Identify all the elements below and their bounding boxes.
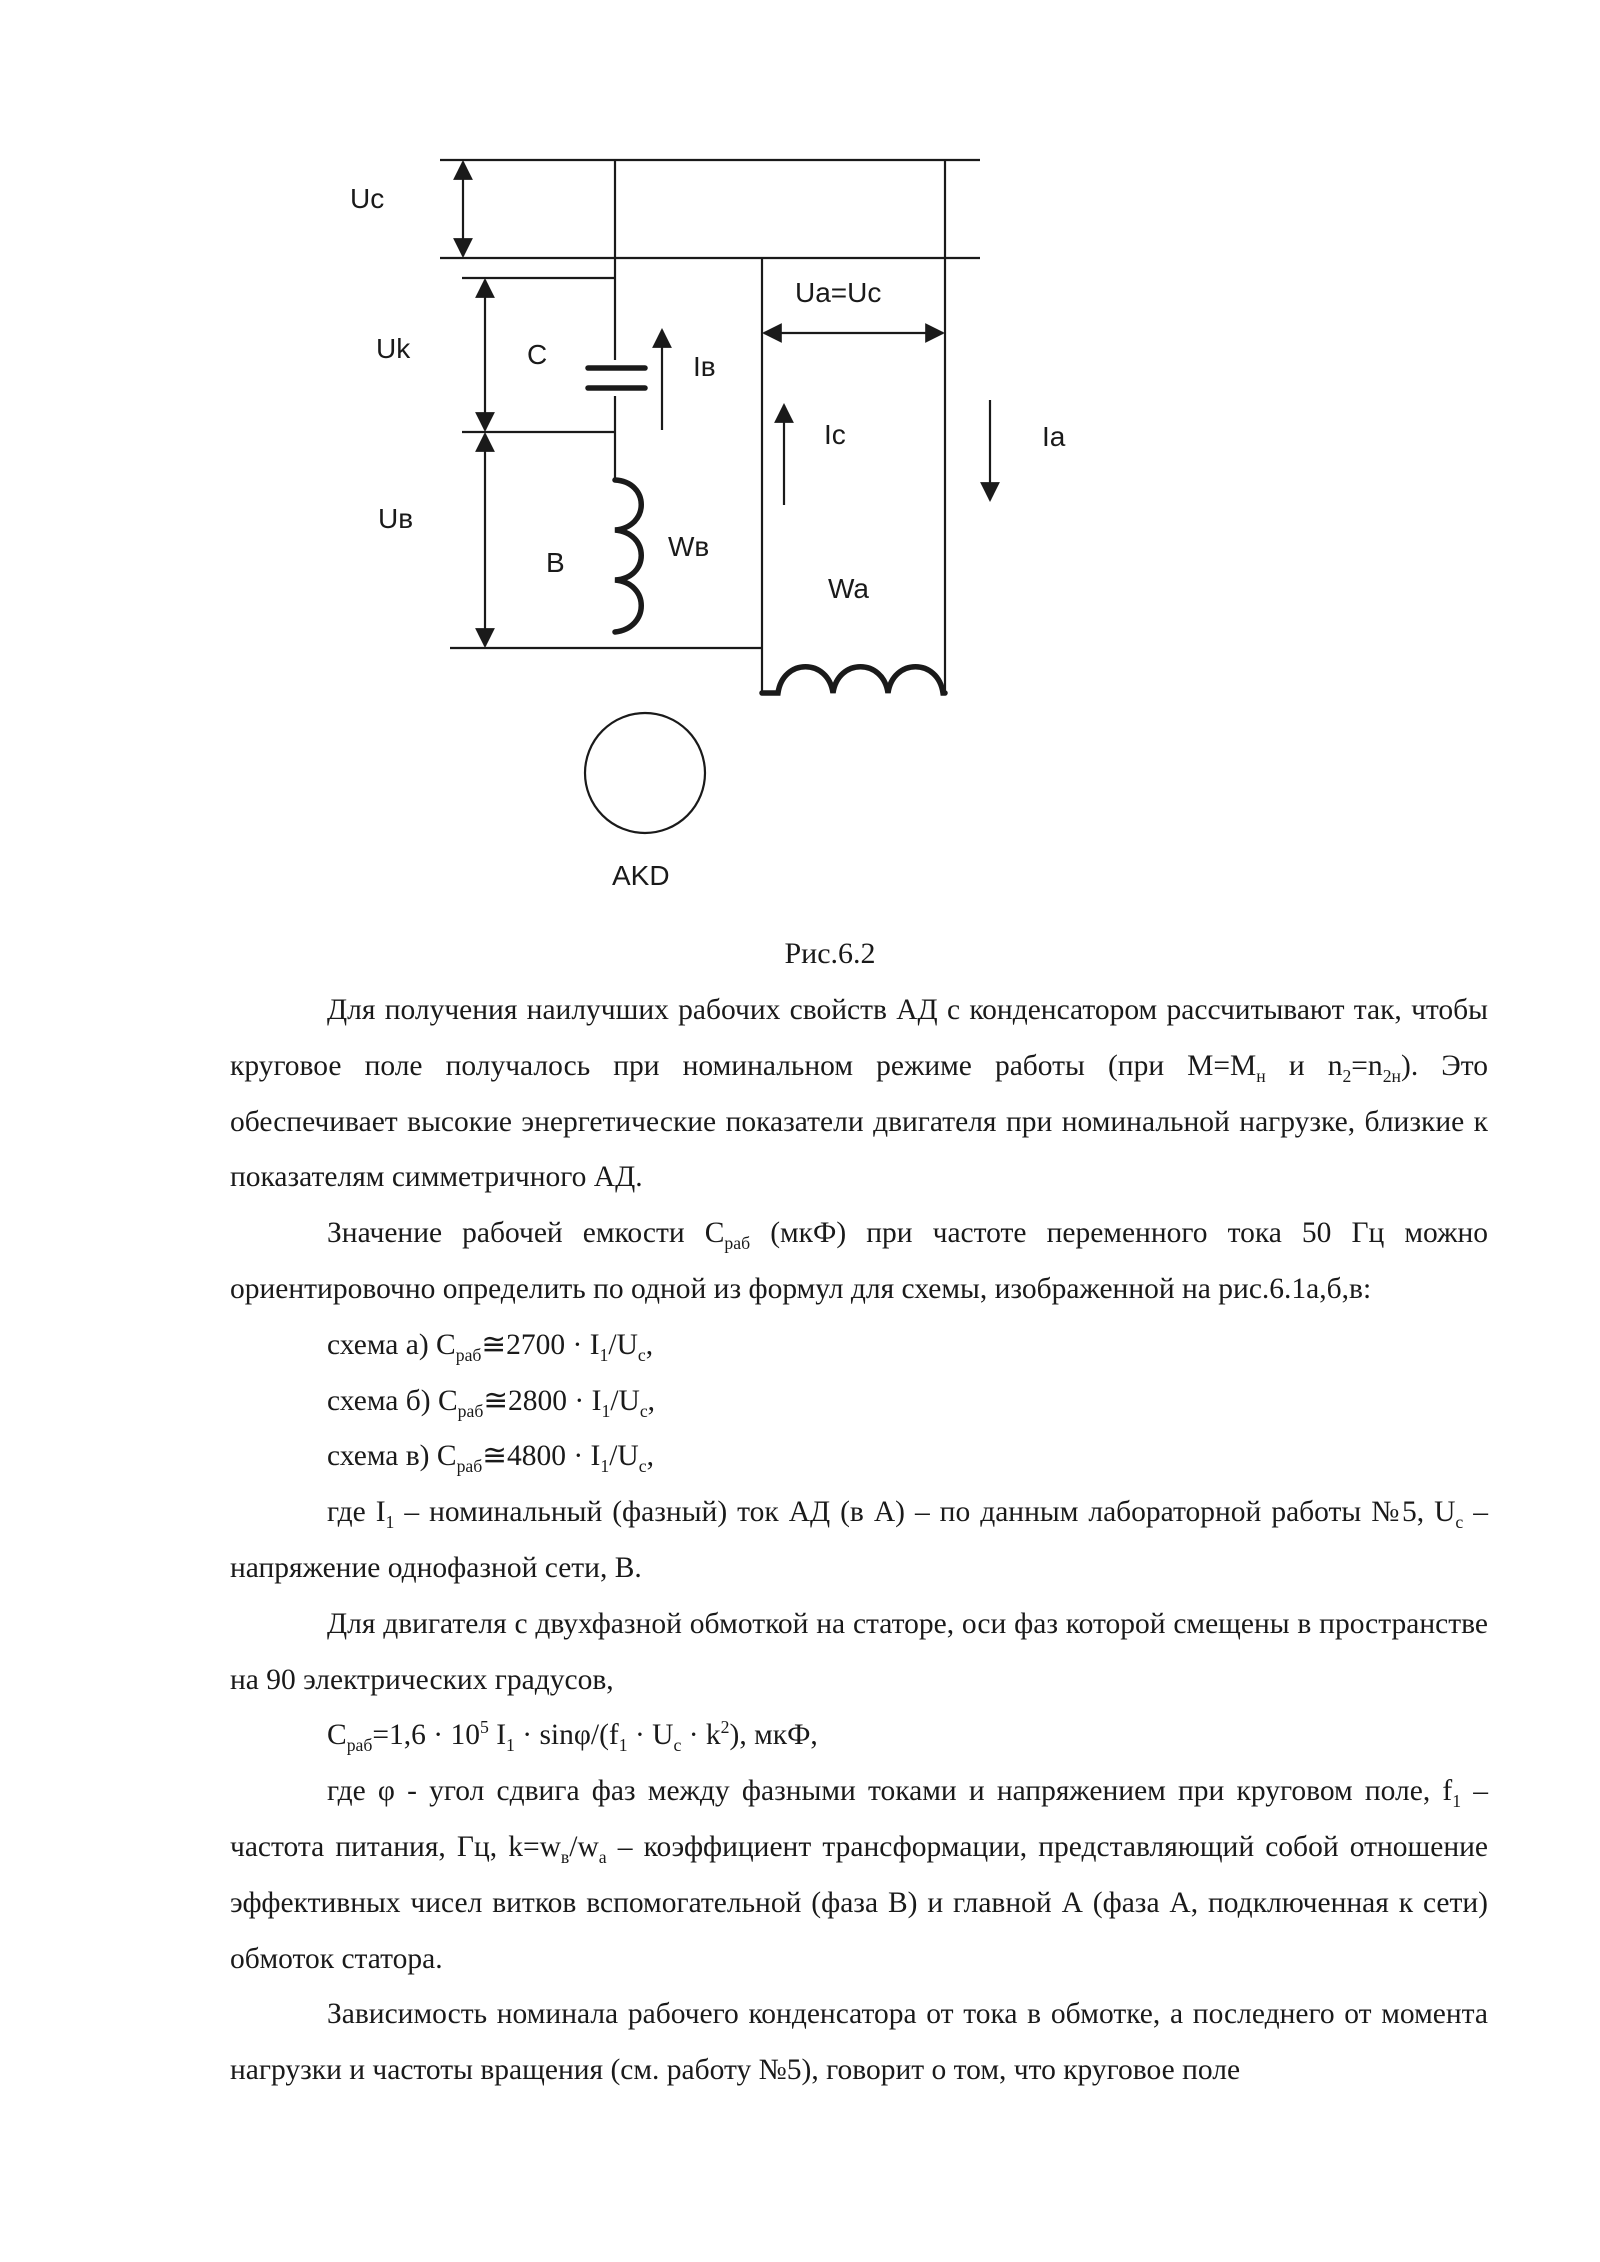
formula-a: схема а) $С_{раб}≅2700 \cdot I_1/U_с$, (327, 1328, 654, 1365)
paragraph-2: Значение рабочей емкости $С_{раб}$ (мкФ) при частоте переменного тока 50 Гц можно ориентировочно определить по одной из формул для схемы, изображенной на рис.6.1а,б,в: (230, 1217, 1488, 1305)
winding-a-coil (762, 667, 945, 693)
ib-label: Iв (693, 351, 716, 382)
winding-b-label: B (546, 547, 565, 578)
uc-label: Uc (350, 183, 385, 214)
winding-wa-label: Wa (828, 573, 869, 604)
paragraph-3: где $I_1$ – номинальный (фазный) ток АД (в А) – по данным лабораторной работы №5, $U_с$ – напряжение однофазной сети, В. (230, 1496, 1488, 1584)
ua-uc-label: Ua=Uc (795, 277, 882, 308)
winding-wb-label: Wв (668, 531, 710, 562)
formula-c: схема в) $С_{раб}≅4800 \cdot I_1/U_с$, (327, 1440, 654, 1477)
akd-label: AKD (612, 860, 670, 891)
ub-label: Uв (378, 503, 414, 534)
uk-label: Uk (376, 333, 411, 364)
winding-b-coil (615, 480, 641, 632)
formula-b: схема б) $С_{раб}≅2800 \cdot I_1/U_с$, (327, 1384, 656, 1421)
ia-label: Ia (1042, 421, 1066, 452)
figure-caption: Рис.6.2 (784, 937, 876, 970)
capacitor-label: C (527, 339, 548, 370)
paragraph-4: Для двигателя с двухфазной обмоткой на статоре, оси фаз которой смещены в пространстве на 90 электрических градусов, (230, 1607, 1488, 1696)
ic-label: Ic (824, 419, 846, 450)
paragraph-5: где φ - угол сдвига фаз между фазными токами и напряжением при круговом поле, $f_1$ – частота питания, Гц, $k=w_в/w_а$ – коэффициент трансформации, представляющий собой отношение эффективных чисел витков вспомогательной (фаза В) и главной А (фаза А, подключенная к сети) обмоток статора. (230, 1775, 1488, 1975)
formula-capacitance: $С_{раб}=1,6 \cdot 10^5$ $I_1 \cdot \sin\varphi/(f_1 \cdot U_с \cdot k^2)$, мкФ, (327, 1717, 818, 1756)
motor-circle (585, 713, 705, 833)
paragraph-6: Зависимость номинала рабочего конденсатора от тока в обмотке, а последнего от момента нагрузки и частоты вращения (см. работу №5), говорит о том, что круговое поле (230, 1998, 1488, 2087)
body-text (230, 983, 1488, 2099)
circuit-diagram (0, 0, 1600, 980)
paragraph-1: Для получения наилучших рабочих свойств АД с конденсатором рассчитывают так, чтобы круговое поле получалось при номинальном режиме работы (при $М=М_н$ и $n_2=n_{2н}$). Это обеспечивает высокие энергетические показатели двигателя при номинальной нагрузке, близкие к показателям симметричного АД. (230, 994, 1489, 1194)
